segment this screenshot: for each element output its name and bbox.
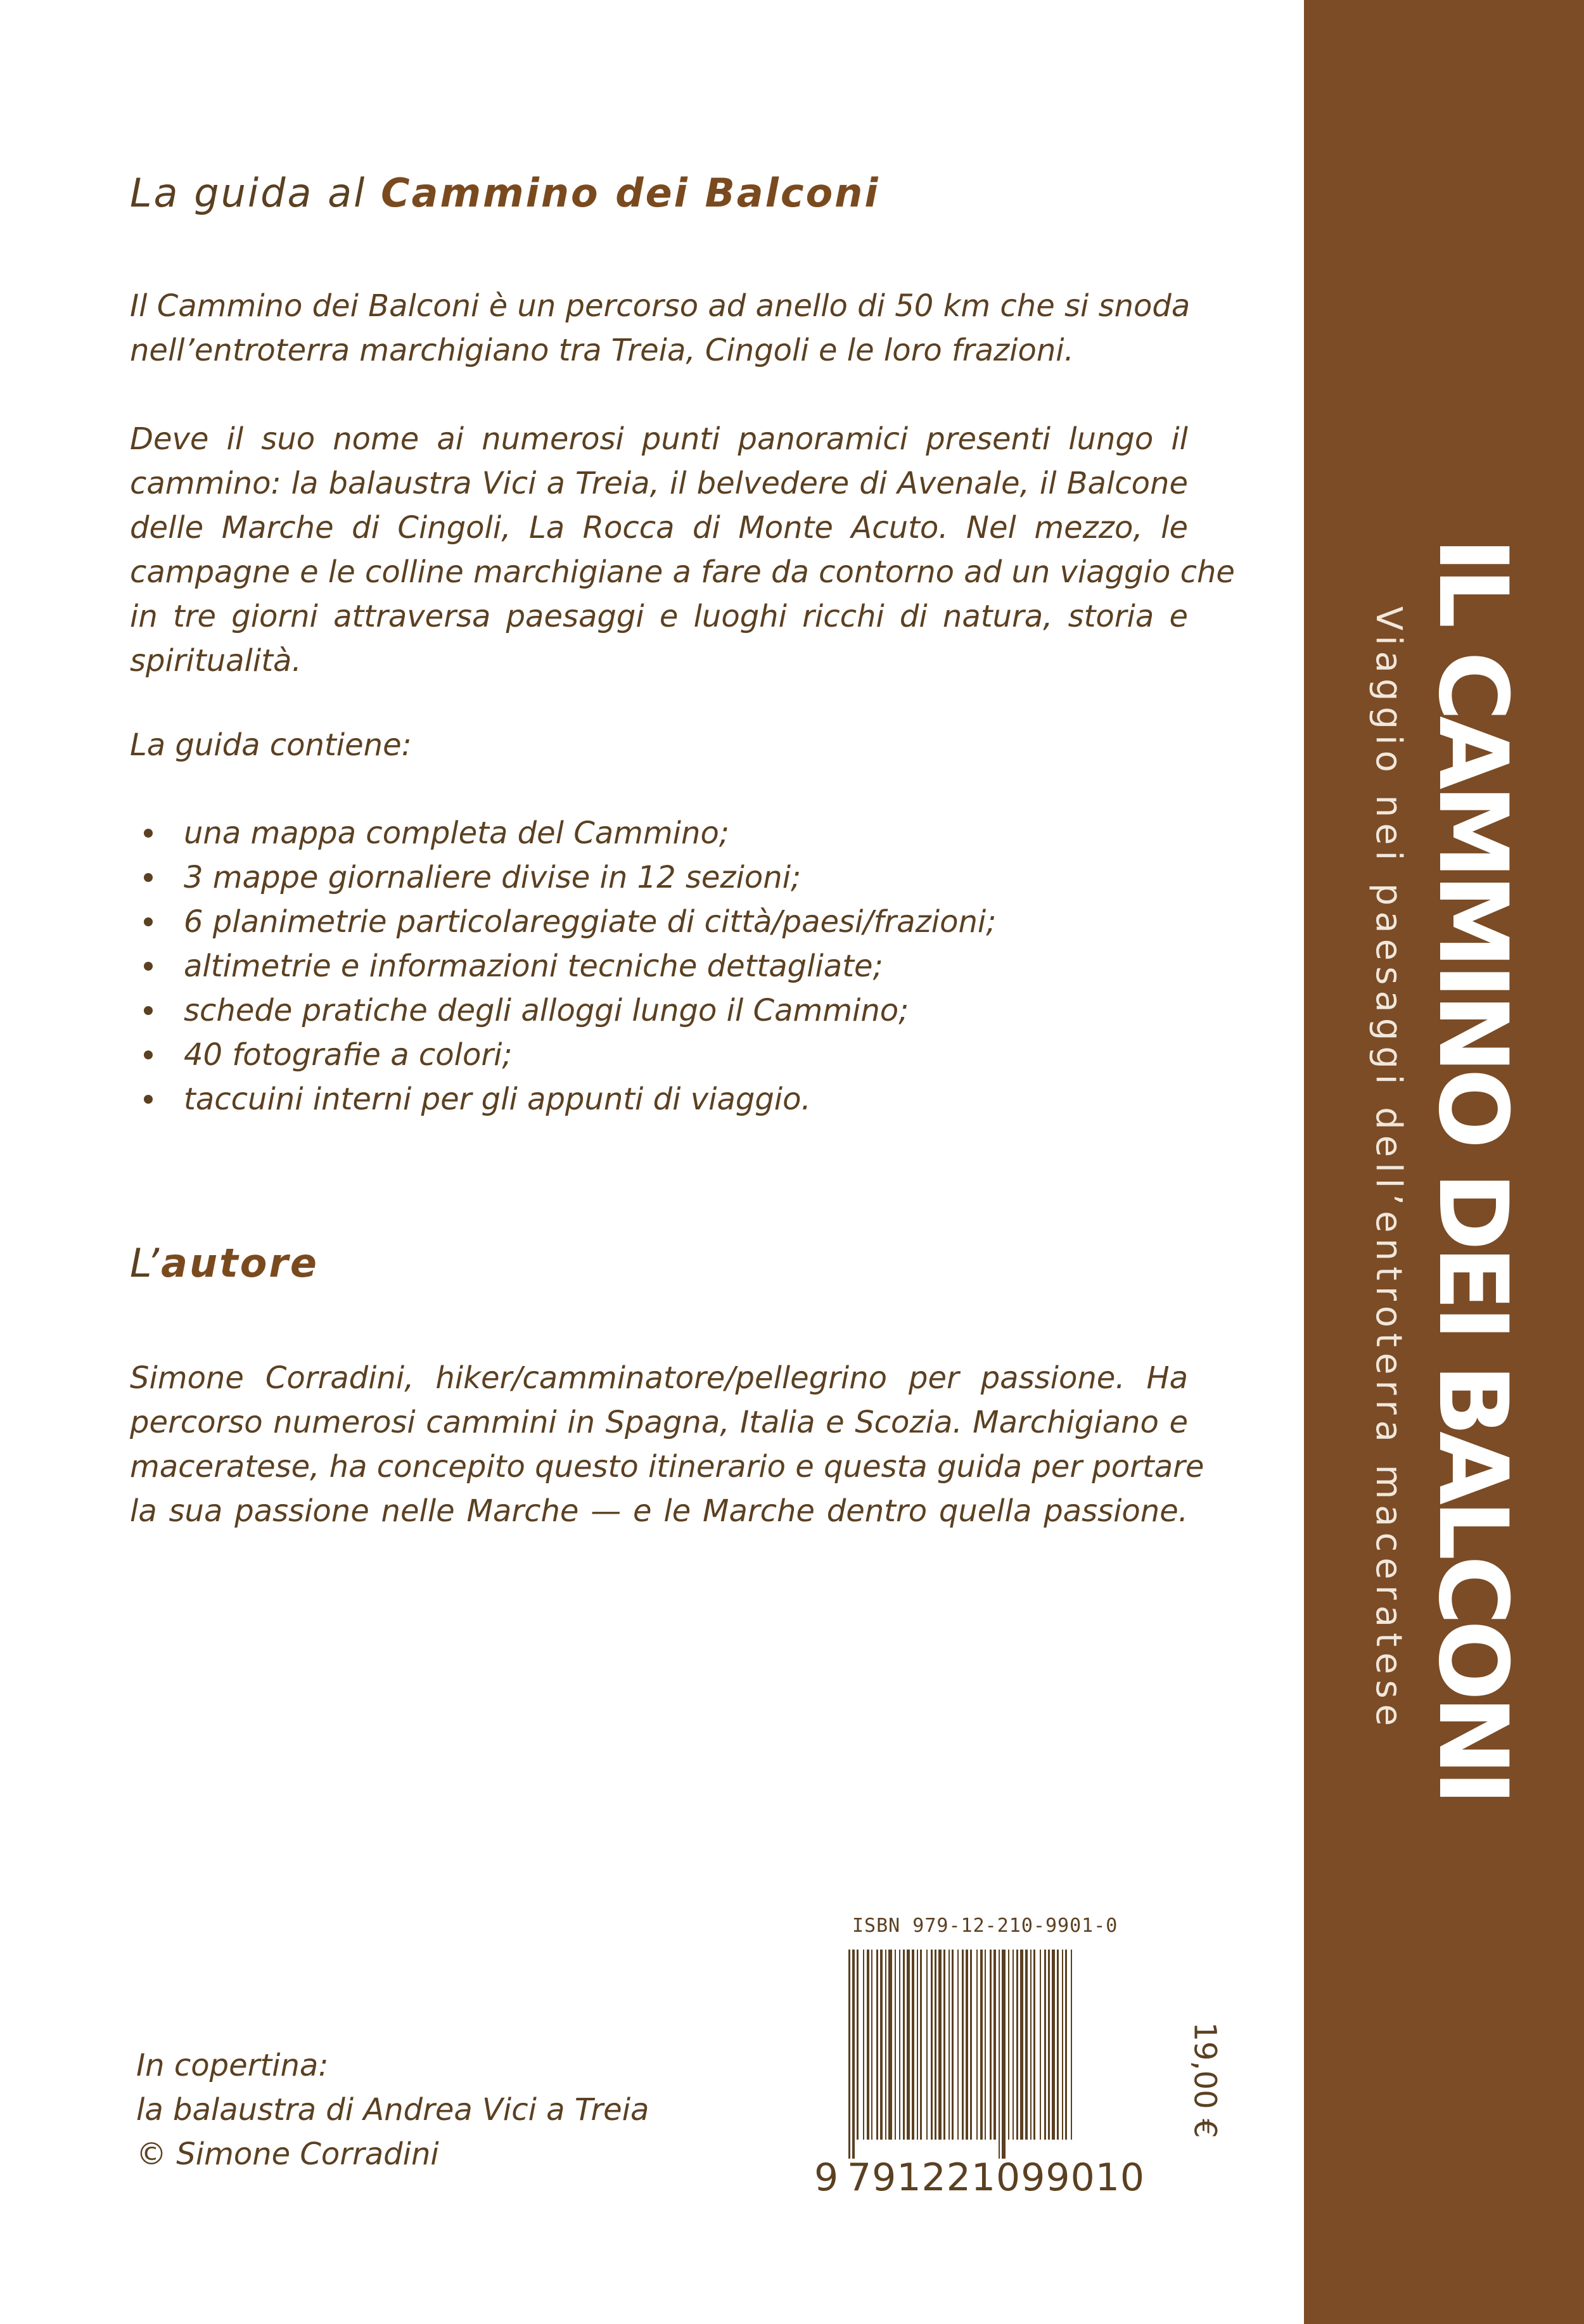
list-item [130, 1077, 996, 1121]
text-line: Il Cammino dei Balconi è un percorso ad anello di 50 km che si snoda [130, 288, 1191, 324]
isbn-barcode [846, 1915, 1163, 2168]
list-item-text: 40 fotografie a colori; [184, 1037, 513, 1073]
spine-band [1304, 0, 1584, 2324]
list-item-text: schede pratiche degli alloggi lungo il Cammino; [184, 993, 909, 1028]
text-line: la sua passione nelle Marche — e le Marche dentro quella passione. [130, 1493, 1188, 1529]
bullet-icon [144, 829, 153, 838]
text-line: in tre giorni attraversa paesaggi e luoghi ricchi di natura, storia e [130, 599, 1188, 634]
credit-line: la balaustra di Andrea Vici a Treia [136, 2092, 649, 2128]
list-item [130, 1033, 996, 1077]
list-item-text: 3 mappe giornaliere divise in 12 sezioni; [184, 860, 802, 895]
barcode-bar [917, 1950, 918, 2140]
barcode-bar [985, 1950, 986, 2140]
barcode-bar [907, 1950, 910, 2140]
barcode-bar [962, 1950, 964, 2140]
barcode-bar [867, 1950, 869, 2140]
list-item [130, 811, 996, 855]
barcode-bar [1040, 1950, 1041, 2140]
book-title: IL CAMMINO DEI BALCONI [1417, 537, 1528, 1801]
bullet-icon [144, 917, 153, 926]
barcode-bar [1025, 1950, 1028, 2140]
book-subtitle: Viaggio nei paesaggi dell’entroterra maceratese [1368, 606, 1410, 1732]
barcode-bar [1044, 1950, 1046, 2140]
barcode-bar [993, 1950, 996, 2140]
barcode-bar [966, 1950, 968, 2140]
barcode-bar [999, 1950, 1000, 2159]
contents-list [130, 811, 996, 1121]
guide-heading-prefix: La guida al [130, 170, 381, 216]
text-line: Simone Corradini, hiker/camminatore/pellegrino per passione. Ha [130, 1360, 1188, 1396]
barcode-bar [1071, 1950, 1072, 2140]
barcode-bar [848, 1950, 850, 2159]
barcode-bar [931, 1950, 933, 2140]
barcode-bar [948, 1950, 950, 2140]
barcode-bar [990, 1950, 992, 2140]
barcode-bar [957, 1950, 959, 2140]
text-line: spiritualità. [130, 643, 302, 679]
bullet-icon [144, 1095, 153, 1104]
cover-credits [136, 2043, 649, 2176]
barcode-bar [952, 1950, 954, 2140]
guide-heading [130, 170, 880, 216]
barcode-bar [1033, 1950, 1035, 2140]
barcode-bar [943, 1950, 945, 2140]
credit-line: © Simone Corradini [136, 2136, 439, 2172]
author-heading [130, 1240, 319, 1286]
list-item [130, 855, 996, 900]
bullet-icon [144, 873, 153, 882]
barcode-bar [1052, 1950, 1055, 2140]
barcode-bars [846, 1950, 1163, 2159]
barcode-bar [863, 1950, 864, 2140]
barcode-bar [1057, 1950, 1059, 2140]
barcode-bar [852, 1950, 855, 2159]
isbn-label: ISBN 979-12-210-9901-0 [852, 1915, 1118, 1937]
text-line: percorso numerosi cammini in Spagna, Italia e Scozia. Marchigiano e [130, 1405, 1188, 1440]
bullet-icon [144, 1006, 153, 1015]
barcode-bar [976, 1950, 978, 2140]
list-item-text: 6 planimetrie particolareggiate di città/paesi/frazioni; [184, 904, 997, 940]
text-line: campagne e le colline marchigiane a fare da contorno ad un viaggio che [130, 554, 1235, 590]
barcode-bar [920, 1950, 922, 2140]
barcode-bar [980, 1950, 983, 2140]
barcode-bar [935, 1950, 936, 2140]
bullet-icon [144, 1050, 153, 1059]
author-paragraph [130, 1356, 1204, 1533]
barcode-bar [857, 1950, 859, 2140]
barcode-bar [912, 1950, 914, 2140]
barcode-bar [926, 1950, 928, 2140]
name-paragraph [130, 417, 1235, 683]
author-heading-title: autore [161, 1240, 319, 1286]
list-item [130, 900, 996, 944]
price-label: 19,00 € [1187, 2022, 1223, 2138]
barcode-bar [1012, 1950, 1014, 2140]
barcode-bar [903, 1950, 905, 2140]
list-item [130, 988, 996, 1033]
barcode-bar [895, 1950, 896, 2140]
text-line: delle Marche di Cingoli, La Rocca di Monte Acuto. Nel mezzo, le [130, 510, 1188, 546]
spine-text [1304, 537, 1584, 1801]
contents-intro: La guida contiene: [130, 727, 412, 763]
ean-first-digit: 9 [814, 2155, 840, 2200]
barcode-bar [970, 1950, 972, 2140]
barcode-bar [1008, 1950, 1009, 2140]
barcode-bar [1030, 1950, 1032, 2140]
intro-paragraph [130, 284, 1191, 373]
list-item-text: altimetrie e informazioni tecniche dettagliate; [184, 948, 883, 984]
barcode-bar [1062, 1950, 1063, 2140]
text-line: cammino: la balaustra Vici a Treia, il belvedere di Avenale, il Balcone [130, 466, 1188, 501]
barcode-bar [880, 1950, 883, 2140]
barcode-bar [1020, 1950, 1023, 2140]
barcode-bar [888, 1950, 892, 2140]
barcode-bar [885, 1950, 886, 2140]
list-item-text: una mappa completa del Cammino; [184, 815, 729, 851]
list-item-text: taccuini interni per gli appunti di viaggio. [184, 1082, 811, 1117]
barcode-bar [1016, 1950, 1018, 2140]
barcode-bar [1065, 1950, 1067, 2140]
barcode-bar [1048, 1950, 1050, 2140]
text-line: maceratese, ha concepito questo itinerario e questa guida per portare [130, 1449, 1204, 1484]
credit-line: In copertina: [136, 2048, 329, 2083]
guide-heading-title: Cammino dei Balconi [381, 170, 880, 216]
bullet-icon [144, 962, 153, 971]
text-line: Deve il suo nome ai numerosi punti panoramici presenti lungo il [130, 421, 1188, 457]
barcode-bar [938, 1950, 942, 2140]
barcode-bar [899, 1950, 900, 2140]
list-item [130, 944, 996, 988]
barcode-bar [871, 1950, 872, 2140]
author-heading-prefix: L’ [130, 1240, 162, 1286]
text-line: nell’entroterra marchigiano tra Treia, Cingoli e le loro frazioni. [130, 333, 1074, 368]
ean-remaining-digits: 791221099010 [847, 2155, 1146, 2200]
barcode-bar [876, 1950, 878, 2140]
barcode-bar [1002, 1950, 1006, 2159]
